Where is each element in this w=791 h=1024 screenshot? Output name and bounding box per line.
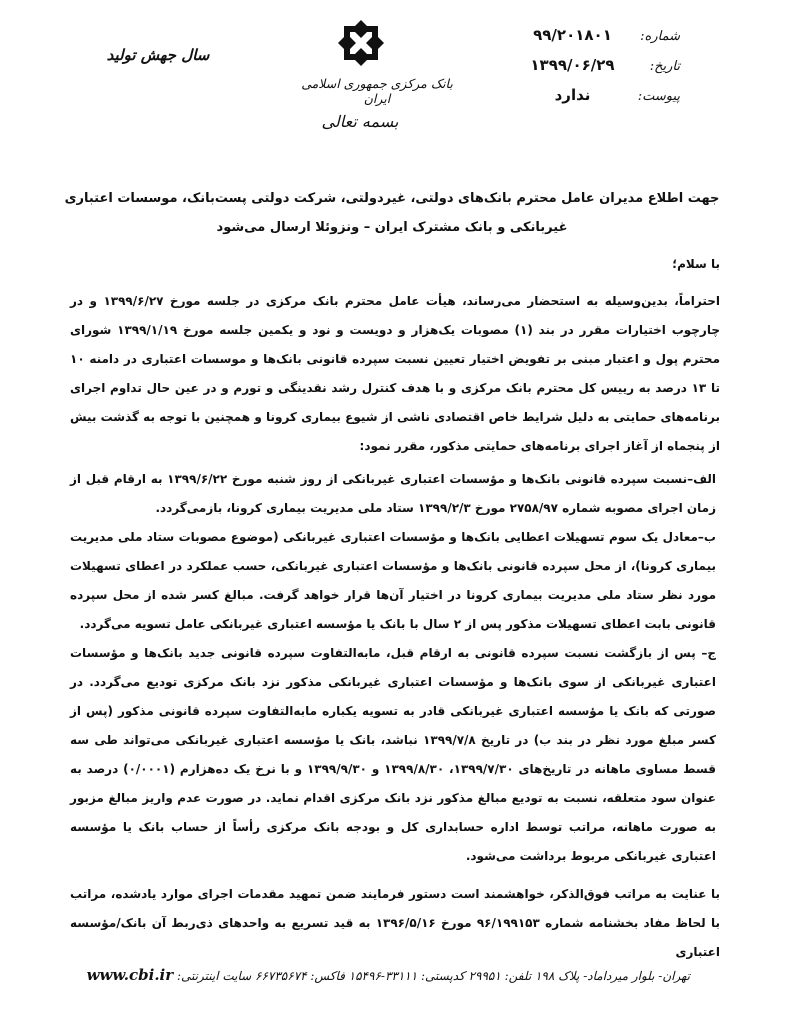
number-value: ۹۹/۲۰۱۸۰۱ <box>533 26 612 44</box>
resolution-items <box>70 465 720 871</box>
basmala: بسمه تعالی <box>321 112 399 131</box>
attachment-label: پیوست: <box>637 89 680 104</box>
addressee-line-1: جهت اطلاع مدیران عامل محترم بانک‌های دولتی، غیردولتی، شرکت دولتی پست‌بانک، موسسات اعتباری <box>64 191 720 206</box>
item-jim: ج– پس از بازگشت نسبت سپرده قانونی به ارقام قبل، مابه‌التفاوت سپرده قانونی جدید بانک‌ها و مؤسسات اعتباری غیربانکی از سوی بانک‌ها و مؤسسات اعتباری غیربانکی مذکور نزد بانک مرکزی تودیع می‌گردد. در صورتی که بانک یا مؤسسه اعتباری غیربانکی قادر به تسویه یکباره مابه‌التفاوت سپرده قانونی مذکور (پس از کسر مبلغ مورد نظر در بند ب) در تاریخ ۱۳۹۹/۷/۸ نباشد، بانک یا مؤسسه اعتباری غیربانکی می‌تواند طی سه قسط مساوی ماهانه در تاریخ‌های ۱۳۹۹/۷/۳۰، ۱۳۹۹/۸/۳۰ و ۱۳۹۹/۹/۳۰ و با نرخ یک ده‌هزارم (۰/۰۰۰۱) درصد به عنوان سود متعلقه، نسبت به تودیع مبالغ مذکور نزد بانک مرکزی اقدام نماید. در صورت عدم واریز مبالغ مزبور به صورت ماهانه، مراتب توسط اداره حسابداری کل و بودجه بانک مرکزی رأساً از حساب بانک یا مؤسسه اعتباری غیربانکی مربوط برداشت می‌شود. <box>70 646 716 863</box>
date-value: ۱۳۹۹/۰۶/۲۹ <box>530 56 615 74</box>
number-row <box>520 26 680 56</box>
date-label: تاریخ: <box>649 59 680 74</box>
date-row <box>520 56 680 86</box>
closing-paragraph: با عنایت به مراتب فوق‌الذکر، خواهشمند است دستور فرمایند ضمن تمهید مقدمات اجرای موارد یادشده، مراتب با لحاظ مفاد بخشنامه شماره ۹۶/۱۹۹۱۵۳ مورخ ۱۳۹۶/۵/۱۶ به قید تسریع به واحدهای ذی‌ربط آن بانک/مؤسسه اعتباری <box>70 887 720 959</box>
central-bank-emblem-icon <box>336 18 386 68</box>
item-be: ب–معادل یک سوم تسهیلات اعطایی بانک‌ها و مؤسسات اعتباری غیربانکی (موضوع مصوبات ستاد ملی مدیریت بیماری کرونا)، از محل سپرده قانونی بانک‌ها و مؤسسات اعتباری غیربانکی، حسب عملکرد در اعطای تسهیلات مورد نظر ستاد ملی مدیریت بیماری کرونا در اختیار آن‌ها قرار خواهد گرفت. مبالغ کسر شده از محل سپرده قانونی بابت اعطای تسهیلات مذکور پس از ۲ سال با بانک یا مؤسسه اعتباری غیربانکی عامل تسویه می‌گردد. <box>70 530 716 631</box>
item-alef: الف–نسبت سپرده قانونی بانک‌ها و مؤسسات اعتباری غیربانکی از روز شنبه مورخ ۱۳۹۹/۶/۲۲ به ارقام قبل از زمان اجرای مصوبه شماره ۲۷۵۸/۹۷ مورخ ۱۳۹۹/۲/۳ ستاد ملی مدیریت بیماری کرونا، بازمی‌گردد. <box>70 472 716 515</box>
bank-name: بانک مرکزی جمهوری اسلامی ایران <box>301 76 453 106</box>
greeting: با سلام؛ <box>672 257 720 271</box>
addressee-line-2: غیربانکی و بانک مشترک ایران – ونزوئلا ارسال می‌شود <box>216 220 568 235</box>
attachment-value: ندارد <box>554 86 591 104</box>
number-label: شماره: <box>640 29 680 44</box>
attachment-row <box>520 86 680 116</box>
year-slogan: سال جهش تولید <box>106 46 210 64</box>
intro-paragraph: احتراماً، بدین‌وسیله به استحضار می‌رساند، هیأت عامل محترم بانک مرکزی در جلسه مورخ ۱۳۹۹/۶/۲۷ و در چارچوب اختیارات مقرر در بند (۱) مصوبات یک‌هزار و دویست و نود و یکمین جلسه مورخ ۱۳۹۹/۱/۱۹ شورای محترم پول و اعتبار مبنی بر تفویض اختیار تعیین نسبت سپرده قانونی بانک‌ها و موسسات اعتباری در دامنه ۱۰ تا ۱۳ درصد به رییس کل محترم بانک مرکزی و با هدف کنترل رشد نقدینگی و تورم و در عین حال تداوم اجرای برنامه‌های حمایتی به دلیل شرایط خاص اقتصادی ناشی از شیوع بیماری کرونا و همچنین با توجه به گذشت بیش از پنجماه از آغاز اجرای برنامه‌های حمایتی مذکور، مقرر نمود: <box>70 294 721 453</box>
addressee <box>62 184 722 242</box>
footer-website: www.cbi.ir <box>86 966 174 984</box>
letter-meta <box>520 26 680 116</box>
footer-address-text: تهران- بلوار میرداماد- پلاک ۱۹۸ تلفن: ۲۹۹۵۱ کدپستی: ۳۳۱۱۱-۱۵۴۹۶ فاکس: ۶۶۷۳۵۶۷۴ سایت اینترنتی: <box>177 969 690 983</box>
footer-address <box>86 966 690 984</box>
